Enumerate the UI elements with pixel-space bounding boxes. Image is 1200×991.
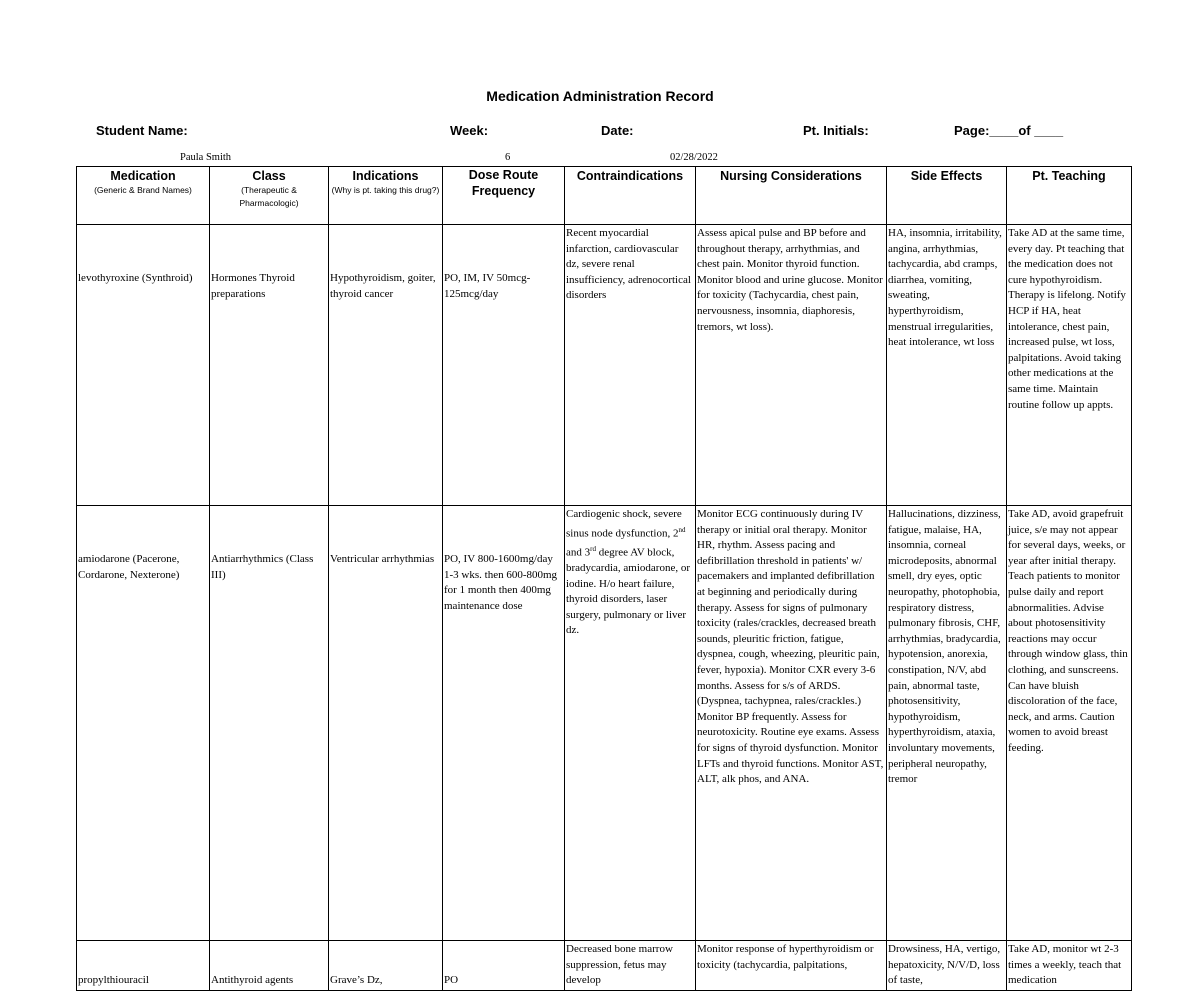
page-label: Page:____of ____ bbox=[954, 123, 1064, 138]
cell-dose: PO, IV 800-1600mg/day 1-3 wks. then 600-800mg for 1 month then 400mg maintenance dose bbox=[443, 506, 565, 941]
cell-contraindications: Decreased bone marrow suppression, fetus may develop bbox=[565, 941, 696, 991]
page-title: Medication Administration Record bbox=[486, 88, 714, 104]
cell-indications: Grave’s Dz, bbox=[329, 941, 443, 991]
column-header-teaching: Pt. Teaching bbox=[1007, 167, 1132, 225]
column-header-indications: Indications (Why is pt. taking this drug?) bbox=[329, 167, 443, 225]
cell-indications: Hypothyroidism, goiter, thyroid cancer bbox=[329, 225, 443, 506]
cell-nursing: Monitor ECG continuously during IV therapy or initial oral therapy. Monitor HR, rhythm. Assess pacing and defibrillation threshold in patients' w/ pacemakers and implanted defibrillation at beginning and periodically during therapy. Assess for signs of pulmonary toxicity (rales/crackles, decreased breath sounds, pleuritic friction, fatigue, dyspnea, cough, wheezing, pleuritic pain, fever, hypoxia). Monitor CXR every 3-6 months. Assess for s/s of ARDS. (Dyspnea, tachypnea, rales/crackles.) Monitor BP frequently. Assess for neurotoxicity. Routine eye exams. Assess for signs of thyroid dysfunction. Monitor LFTs and thyroid functions. Monitor AST, ALT, alk phos, and ANA. bbox=[696, 506, 887, 941]
week-label: Week: bbox=[450, 123, 489, 138]
cell-dose: PO bbox=[443, 941, 565, 991]
cell-medication: propylthiouracil bbox=[77, 941, 210, 991]
table-header-row bbox=[77, 167, 1132, 225]
cell-teaching: Take AD, avoid grapefruit juice, s/e may not appear for several days, weeks, or year after initial therapy. Teach patients to monitor pulse daily and report abnormalities. Advise about photosensitivity reactions may occur through window glass, thin clothing, and sunscreens. Can have bluish discoloration of the face, neck, and arms. Caution women to avoid breast feeding. bbox=[1007, 506, 1132, 941]
cell-side-effects: HA, insomnia, irritability, angina, arrhythmias, tachycardia, abd cramps, diarrhea, vomiting, sweating, hyperthyroidism, menstrual irregularities, heat intolerance, wt loss bbox=[887, 225, 1007, 506]
column-header-side-effects: Side Effects bbox=[887, 167, 1007, 225]
cell-contraindications: Recent myocardial infarction, cardiovascular dz, severe renal insufficiency, adrenocortical disorders bbox=[565, 225, 696, 506]
cell-side-effects: Hallucinations, dizziness, fatigue, malaise, HA, insomnia, corneal microdeposits, abnormal smell, dry eyes, optic neuropathy, photophobia, respiratory distress, pulmonary fibrosis, CHF, arrhythmias, bradycardia, hypotension, anorexia, constipation, N/V, abd pain, abnormal taste, photosensitivity, hypothyroidism, hyperthyroidism, ataxia, involuntary movements, peripheral neuropathy, tremor bbox=[887, 506, 1007, 941]
cell-class: Antithyroid agents bbox=[210, 941, 329, 991]
table-row bbox=[77, 225, 1132, 506]
cell-medication: levothyroxine (Synthroid) bbox=[77, 225, 210, 506]
student-name-label: Student Name: bbox=[96, 123, 188, 138]
date-value: 02/28/2022 bbox=[670, 152, 718, 163]
cell-medication: amiodarone (Pacerone, Cordarone, Nexterone) bbox=[77, 506, 210, 941]
cell-contraindications: Cardiogenic shock, severe sinus node dysfunction, 2nd and 3rd degree AV block, bradycardia, amiodarone, or iodine. H/o heart failure, thyroid disorders, laser surgery, pulmonary or liver dz. bbox=[565, 506, 696, 941]
column-header-dose: Dose Route Frequency bbox=[443, 167, 565, 225]
cell-teaching: Take AD at the same time, every day. Pt teaching that the medication does not cure hypothyroidism. Therapy is lifelong. Notify HCP if HA, heat intolerance, chest pain, increased pulse, wt loss, palpitations. Avoid taking other medications at the same time. Maintain routine follow up appts. bbox=[1007, 225, 1132, 506]
week-value: 6 bbox=[505, 152, 511, 163]
column-header-nursing: Nursing Considerations bbox=[696, 167, 887, 225]
date-label: Date: bbox=[601, 123, 634, 138]
column-header-contraindications: Contraindications bbox=[565, 167, 696, 225]
cell-dose: PO, IM, IV 50mcg-125mcg/day bbox=[443, 225, 565, 506]
cell-class: Hormones Thyroid preparations bbox=[210, 225, 329, 506]
table-row bbox=[77, 506, 1132, 941]
column-header-class: Class (Therapeutic & Pharmacologic) bbox=[210, 167, 329, 225]
cell-nursing: Assess apical pulse and BP before and throughout therapy, arrhythmias, and chest pain. Monitor thyroid function. Monitor blood and urine glucose. Monitor for toxicity (Tachycardia, chest pain, nervousness, insomnia, diaphoresis, tremors, wt loss). bbox=[696, 225, 887, 506]
cell-side-effects: Drowsiness, HA, vertigo, hepatoxicity, N/V/D, loss of taste, bbox=[887, 941, 1007, 991]
table-row bbox=[77, 941, 1132, 991]
cell-indications: Ventricular arrhythmias bbox=[329, 506, 443, 941]
cell-teaching: Take AD, monitor wt 2-3 times a weekly, teach that medication bbox=[1007, 941, 1132, 991]
initials-label: Pt. Initials: bbox=[803, 123, 869, 138]
medication-table bbox=[76, 166, 1132, 991]
column-header-medication: Medication (Generic & Brand Names) bbox=[77, 167, 210, 225]
cell-class: Antiarrhythmics (Class III) bbox=[210, 506, 329, 941]
student-name-value: Paula Smith bbox=[180, 152, 232, 163]
cell-nursing: Monitor response of hyperthyroidism or toxicity (tachycardia, palpitations, bbox=[696, 941, 887, 991]
